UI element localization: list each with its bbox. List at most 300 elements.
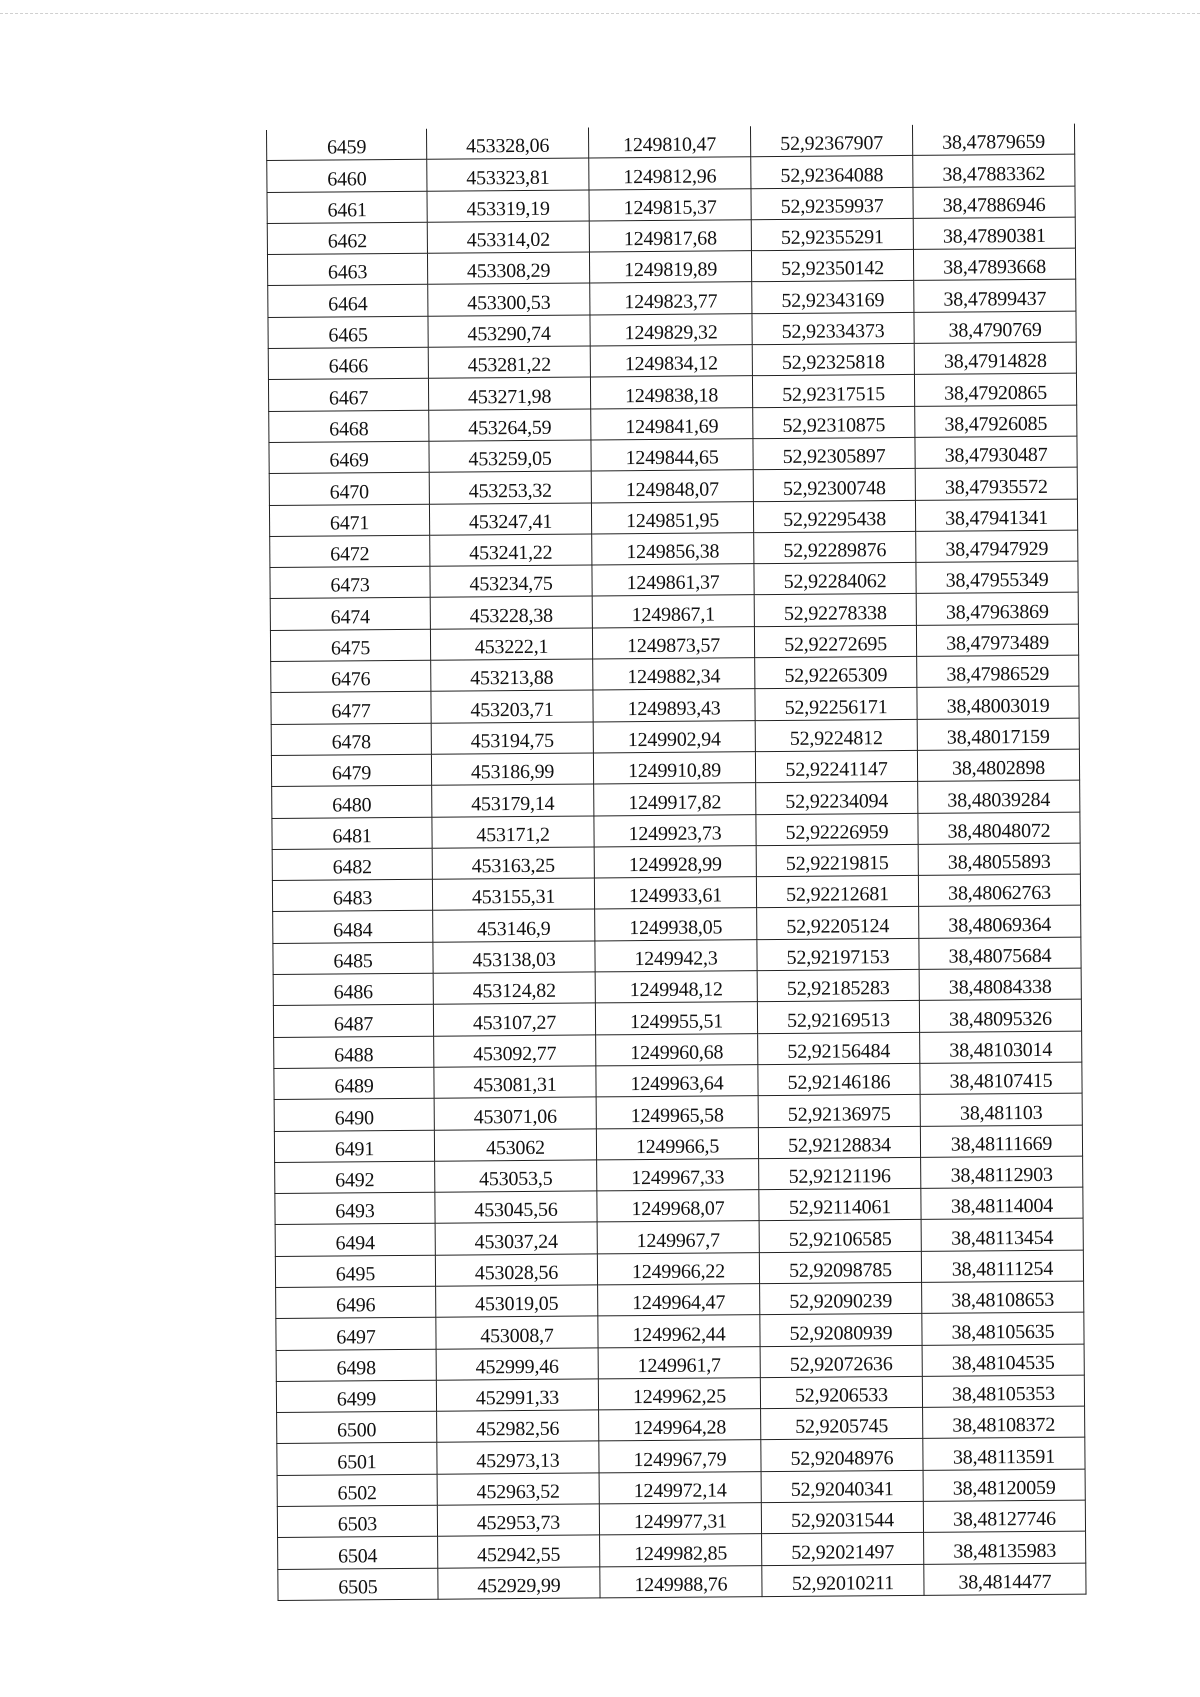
cell-value: 453163,25	[471, 854, 555, 878]
cell-value: 6502	[337, 1482, 377, 1505]
longitude-cell	[921, 1187, 1083, 1220]
y-coordinate-cell	[590, 282, 752, 315]
cell-value: 453203,71	[470, 698, 554, 722]
cell-value: 453228,38	[469, 604, 554, 628]
cell-value: 6461	[327, 199, 367, 222]
latitude-cell	[761, 1470, 923, 1503]
latitude-cell	[754, 625, 916, 658]
cell-value: 52,92367907	[780, 132, 884, 156]
latitude-cell	[751, 218, 913, 251]
cell-value: 38,47963869	[945, 600, 1049, 624]
cell-value: 6497	[336, 1325, 376, 1349]
y-coordinate-cell	[594, 877, 756, 910]
cell-value: 38,48104535	[951, 1351, 1055, 1375]
latitude-cell	[759, 1188, 921, 1221]
cell-value: 453037,24	[474, 1230, 558, 1254]
latitude-cell	[757, 938, 919, 971]
cell-value: 52,92325818	[781, 351, 885, 375]
cell-value: 52,92219815	[785, 852, 889, 876]
cell-value: 1249965,58	[630, 1103, 724, 1127]
cell-value: 6495	[335, 1263, 376, 1286]
cell-value: 38,48075684	[948, 944, 1052, 968]
x-coordinate-cell	[429, 471, 591, 504]
latitude-cell	[762, 1564, 924, 1597]
cell-value: 1249955,51	[629, 1010, 724, 1033]
cell-value: 38,47973489	[946, 631, 1050, 655]
latitude-cell	[756, 844, 918, 877]
cell-value: 6459	[326, 136, 367, 159]
cell-value: 1249960,68	[630, 1041, 724, 1065]
point-number-cell	[269, 410, 429, 443]
cell-value: 1249838,18	[624, 384, 719, 407]
cell-value: 52,92343169	[781, 288, 885, 312]
cell-value: 453081,31	[473, 1073, 557, 1097]
x-coordinate-cell	[437, 1410, 599, 1443]
y-coordinate-cell	[589, 220, 751, 253]
cell-value: 38,481103	[959, 1101, 1043, 1125]
point-number-cell	[277, 1411, 437, 1444]
point-number-cell	[274, 1098, 434, 1131]
cell-value: 52,92090239	[789, 1290, 893, 1314]
cell-value: 38,47926085	[944, 412, 1048, 436]
latitude-cell	[755, 750, 917, 783]
x-coordinate-cell	[430, 534, 592, 567]
latitude-cell	[754, 531, 916, 564]
cell-value: 38,47941341	[945, 506, 1049, 530]
x-coordinate-cell	[429, 440, 591, 473]
cell-value: 6479	[331, 762, 372, 785]
longitude-cell	[922, 1375, 1084, 1408]
cell-value: 52,92146186	[787, 1071, 891, 1095]
coordinates-table	[266, 124, 1087, 1601]
y-coordinate-cell	[595, 971, 757, 1004]
longitude-cell	[913, 186, 1075, 219]
longitude-cell	[922, 1281, 1084, 1314]
longitude-cell	[919, 906, 1081, 939]
longitude-cell	[913, 217, 1075, 250]
latitude-cell	[753, 469, 915, 502]
x-coordinate-cell	[435, 1254, 597, 1287]
x-coordinate-cell	[427, 190, 589, 223]
cell-value: 453234,75	[469, 573, 553, 596]
cell-value: 52,92197153	[786, 946, 890, 969]
cell-value: 453253,32	[468, 479, 553, 502]
latitude-cell	[750, 125, 912, 157]
cell-value: 38,48039284	[947, 788, 1051, 812]
point-number-cell	[272, 817, 432, 850]
latitude-cell	[761, 1439, 923, 1472]
latitude-cell	[752, 312, 914, 345]
longitude-cell	[913, 154, 1075, 187]
point-number-cell	[270, 598, 430, 631]
cell-value: 38,48113454	[951, 1226, 1054, 1250]
x-coordinate-cell	[429, 503, 591, 536]
x-coordinate-cell	[437, 1441, 599, 1474]
latitude-cell	[752, 281, 914, 314]
y-coordinate-cell	[598, 1284, 760, 1317]
longitude-cell	[915, 499, 1077, 532]
point-number-cell	[272, 785, 432, 818]
y-coordinate-cell	[590, 376, 752, 409]
cell-value: 1249812,96	[623, 165, 717, 188]
y-coordinate-cell	[598, 1346, 760, 1379]
cell-value: 52,92265309	[784, 664, 888, 688]
cell-value: 1249948,12	[629, 978, 723, 1002]
cell-value: 453319,19	[466, 197, 550, 221]
cell-value: 6468	[329, 418, 369, 441]
cell-value: 38,48113591	[952, 1445, 1056, 1469]
y-coordinate-cell	[596, 1096, 758, 1129]
longitude-cell	[914, 311, 1076, 344]
point-number-cell	[276, 1286, 436, 1319]
point-number-cell	[268, 347, 428, 380]
latitude-cell	[752, 375, 914, 408]
point-number-cell	[274, 1036, 434, 1069]
cell-value: 52,92241147	[785, 758, 888, 782]
x-coordinate-cell	[432, 784, 594, 817]
cell-value: 6473	[330, 574, 370, 597]
cell-value: 1249867,1	[631, 603, 715, 626]
cell-value: 452999,46	[475, 1355, 559, 1379]
cell-value: 52,92300748	[782, 476, 886, 500]
point-number-cell	[269, 504, 429, 537]
longitude-cell	[918, 843, 1080, 876]
coordinates-table-body	[266, 124, 1086, 1601]
point-number-cell	[278, 1568, 438, 1601]
cell-value: 453179,14	[471, 792, 555, 815]
longitude-cell	[915, 405, 1077, 438]
cell-value: 1249938,05	[629, 916, 723, 939]
cell-value: 1249967,33	[631, 1166, 725, 1190]
cell-value: 453222,1	[474, 635, 549, 659]
latitude-cell	[754, 594, 916, 627]
cell-value: 38,47886946	[942, 193, 1046, 217]
cell-value: 52,92185283	[786, 977, 890, 1001]
latitude-cell	[761, 1408, 923, 1441]
cell-value: 6478	[331, 731, 371, 754]
cell-value: 6462	[327, 230, 368, 253]
cell-value: 453138,03	[472, 948, 556, 972]
cell-value: 38,48048072	[947, 819, 1051, 843]
latitude-cell	[760, 1314, 922, 1347]
cell-value: 452991,33	[475, 1386, 560, 1410]
y-coordinate-cell	[591, 470, 753, 503]
point-number-cell	[271, 754, 431, 787]
cell-value: 38,4814477	[958, 1570, 1052, 1594]
cell-value: 52,92098785	[788, 1259, 892, 1282]
cell-value: 52,92021497	[791, 1540, 895, 1564]
y-coordinate-cell	[598, 1378, 760, 1411]
cell-value: 453053,5	[478, 1167, 553, 1191]
cell-value: 453194,75	[470, 729, 554, 753]
cell-value: 6477	[331, 699, 371, 723]
y-coordinate-cell	[594, 783, 756, 816]
cell-value: 1249928,99	[628, 853, 722, 877]
point-number-cell	[276, 1349, 436, 1382]
y-coordinate-cell	[600, 1534, 762, 1567]
y-coordinate-cell	[597, 1158, 759, 1191]
point-number-cell	[273, 942, 433, 975]
cell-value: 52,92234094	[785, 789, 889, 813]
cell-value: 1249910,89	[627, 759, 722, 783]
cell-value: 1249902,94	[627, 728, 721, 752]
cell-value: 1249967,79	[633, 1448, 727, 1471]
longitude-cell	[917, 655, 1079, 688]
cell-value: 38,47935572	[944, 475, 1048, 499]
cell-value: 38,48120059	[952, 1476, 1056, 1500]
x-coordinate-cell	[434, 1097, 596, 1130]
x-coordinate-cell	[428, 346, 590, 379]
cell-value: 1249966,22	[631, 1260, 726, 1284]
point-number-cell	[277, 1474, 437, 1507]
point-number-cell	[267, 160, 427, 193]
cell-value: 453146,9	[476, 917, 551, 941]
y-coordinate-cell	[596, 1127, 758, 1160]
scan-edge-line	[0, 13, 1200, 14]
cell-value: 1249967,7	[636, 1229, 720, 1252]
cell-value: 1249844,65	[625, 446, 719, 470]
latitude-cell	[756, 876, 918, 909]
latitude-cell	[757, 969, 919, 1002]
longitude-cell	[923, 1406, 1085, 1439]
point-number-cell	[278, 1537, 438, 1570]
latitude-cell	[757, 907, 919, 940]
point-number-cell	[274, 1067, 434, 1100]
y-coordinate-cell	[599, 1409, 761, 1442]
x-coordinate-cell	[434, 1066, 596, 1099]
latitude-cell	[760, 1345, 922, 1378]
x-coordinate-cell	[433, 972, 595, 1005]
cell-value: 453308,29	[466, 260, 551, 283]
cell-value: 453124,82	[472, 980, 556, 1003]
latitude-cell	[758, 1095, 920, 1128]
cell-value: 1249962,25	[632, 1385, 727, 1409]
x-coordinate-cell	[428, 283, 590, 316]
point-number-cell	[275, 1224, 435, 1257]
point-number-cell	[269, 472, 429, 505]
x-coordinate-cell	[435, 1160, 597, 1193]
x-coordinate-cell	[437, 1504, 599, 1537]
cell-value: 453092,77	[473, 1042, 557, 1066]
y-coordinate-cell	[589, 188, 751, 221]
cell-value: 453259,05	[468, 448, 552, 471]
cell-value: 1249848,07	[625, 478, 719, 501]
cell-value: 6485	[333, 950, 373, 973]
cell-value: 453290,74	[467, 322, 551, 346]
point-number-cell	[272, 848, 432, 881]
y-coordinate-cell	[591, 439, 753, 472]
latitude-cell	[760, 1376, 922, 1409]
cell-value: 6463	[327, 261, 368, 285]
longitude-cell	[922, 1344, 1084, 1377]
cell-value: 52,92205124	[786, 914, 890, 938]
cell-value: 1249923,73	[628, 822, 722, 846]
longitude-cell	[914, 374, 1076, 407]
latitude-cell	[751, 250, 913, 283]
longitude-cell	[917, 718, 1079, 751]
longitude-cell	[923, 1438, 1085, 1471]
longitude-cell	[915, 436, 1077, 469]
x-coordinate-cell	[428, 315, 590, 348]
cell-value: 52,92256171	[784, 695, 888, 719]
latitude-cell	[753, 500, 915, 533]
y-coordinate-cell	[589, 157, 751, 190]
cell-value: 1249841,69	[625, 415, 719, 439]
cell-value: 52,92114061	[788, 1196, 892, 1220]
latitude-cell	[752, 343, 914, 376]
y-coordinate-cell	[593, 752, 755, 785]
cell-value: 6472	[330, 543, 370, 566]
cell-value: 1249861,37	[626, 571, 720, 595]
cell-value: 52,9224812	[789, 727, 883, 750]
y-coordinate-cell	[588, 126, 750, 158]
x-coordinate-cell	[431, 722, 593, 755]
x-coordinate-cell	[436, 1348, 598, 1381]
longitude-cell	[918, 780, 1080, 813]
cell-value: 38,48017159	[946, 725, 1050, 749]
cell-value: 52,92040341	[790, 1478, 894, 1501]
cell-value: 6482	[332, 856, 372, 879]
point-number-cell	[275, 1161, 435, 1194]
cell-value: 453062	[486, 1136, 545, 1160]
point-number-cell	[267, 222, 427, 255]
y-coordinate-cell	[594, 846, 756, 879]
cell-value: 453247,41	[468, 510, 553, 534]
cell-value: 453271,98	[467, 385, 552, 409]
y-coordinate-cell	[596, 1065, 758, 1098]
cell-value: 52,92031544	[790, 1509, 894, 1533]
longitude-cell	[919, 968, 1081, 1001]
cell-value: 6467	[328, 386, 369, 410]
longitude-cell	[923, 1500, 1085, 1533]
cell-value: 52,92317515	[782, 382, 886, 406]
point-number-cell	[273, 1005, 433, 1038]
cell-value: 6480	[332, 793, 372, 817]
cell-value: 52,92010211	[791, 1572, 895, 1595]
x-coordinate-cell	[427, 158, 589, 191]
longitude-cell	[920, 1062, 1082, 1095]
cell-value: 6501	[337, 1450, 377, 1474]
cell-value: 1249968,07	[631, 1197, 725, 1221]
point-number-cell	[273, 973, 433, 1006]
latitude-cell	[755, 688, 917, 721]
longitude-cell	[918, 874, 1080, 907]
cell-value: 38,48062763	[948, 882, 1052, 906]
cell-value: 6500	[337, 1419, 377, 1442]
point-number-cell	[273, 911, 433, 944]
cell-value: 38,48111669	[950, 1132, 1053, 1156]
y-coordinate-cell	[592, 564, 754, 597]
cell-value: 1249882,34	[627, 665, 721, 689]
cell-value: 452929,99	[477, 1574, 561, 1598]
longitude-cell	[922, 1312, 1084, 1345]
point-number-cell	[270, 535, 430, 568]
point-number-cell	[271, 723, 431, 756]
table-row	[278, 1563, 1086, 1601]
x-coordinate-cell	[435, 1222, 597, 1255]
longitude-cell	[914, 342, 1076, 375]
cell-value: 452973,13	[476, 1449, 560, 1473]
point-number-cell	[275, 1255, 435, 1288]
cell-value: 1249982,85	[634, 1542, 728, 1565]
cell-value: 52,92295438	[783, 508, 887, 531]
x-coordinate-cell	[432, 815, 594, 848]
cell-value: 38,48114004	[950, 1195, 1054, 1219]
point-number-cell	[274, 1130, 434, 1163]
x-coordinate-cell	[437, 1473, 599, 1506]
longitude-cell	[921, 1250, 1083, 1283]
cell-value: 52,92359937	[780, 195, 884, 218]
cell-value: 38,48105635	[951, 1320, 1055, 1344]
longitude-cell	[916, 593, 1078, 626]
x-coordinate-cell	[429, 409, 591, 442]
cell-value: 1249817,68	[623, 227, 717, 251]
x-coordinate-cell	[431, 659, 593, 692]
latitude-cell	[757, 1001, 919, 1034]
point-number-cell	[268, 285, 428, 318]
cell-value: 6460	[327, 167, 367, 191]
cell-value: 52,92136975	[787, 1102, 891, 1126]
cell-value: 6464	[328, 292, 368, 316]
longitude-cell	[920, 1125, 1082, 1158]
latitude-cell	[761, 1501, 923, 1534]
longitude-cell	[916, 530, 1078, 563]
cell-value: 453328,06	[465, 135, 550, 158]
cell-value: 52,92121196	[788, 1165, 891, 1189]
y-coordinate-cell	[594, 814, 756, 847]
cell-value: 453019,05	[475, 1293, 559, 1316]
cell-value: 6493	[335, 1200, 375, 1223]
longitude-cell	[921, 1156, 1083, 1189]
cell-value: 453213,88	[470, 667, 554, 690]
y-coordinate-cell	[591, 501, 753, 534]
point-number-cell	[277, 1505, 437, 1538]
cell-value: 38,48095326	[949, 1007, 1052, 1031]
y-coordinate-cell	[593, 720, 755, 753]
cell-value: 1249823,77	[624, 290, 718, 313]
point-number-cell	[272, 879, 432, 912]
cell-value: 1249964,47	[632, 1291, 726, 1315]
point-number-cell	[276, 1317, 436, 1350]
point-number-cell	[277, 1443, 437, 1476]
cell-value: 1249966,5	[635, 1135, 720, 1158]
y-coordinate-cell	[597, 1190, 759, 1223]
longitude-cell	[917, 686, 1079, 719]
x-coordinate-cell	[433, 941, 595, 974]
x-coordinate-cell	[434, 1128, 596, 1161]
cell-value: 453071,06	[473, 1105, 557, 1128]
cell-value: 453028,56	[474, 1261, 559, 1285]
cell-value: 52,92106585	[788, 1227, 892, 1251]
y-coordinate-cell	[597, 1221, 759, 1254]
point-number-cell	[268, 379, 428, 412]
cell-value: 52,92048976	[790, 1446, 894, 1470]
cell-value: 6504	[338, 1544, 378, 1568]
cell-value: 1249819,89	[624, 258, 718, 282]
x-coordinate-cell	[433, 909, 595, 942]
y-coordinate-cell	[599, 1471, 761, 1504]
cell-value: 6492	[335, 1169, 375, 1192]
cell-value: 52,9206533	[794, 1384, 889, 1408]
longitude-cell	[914, 280, 1076, 313]
point-number-cell	[268, 316, 428, 349]
cell-value: 1249893,43	[627, 697, 721, 720]
cell-value: 52,92310875	[782, 414, 886, 437]
cell-value: 1249972,14	[633, 1479, 727, 1503]
cell-value: 38,47947929	[945, 538, 1049, 561]
y-coordinate-cell	[597, 1252, 759, 1285]
cell-value: 1249815,37	[623, 196, 717, 220]
